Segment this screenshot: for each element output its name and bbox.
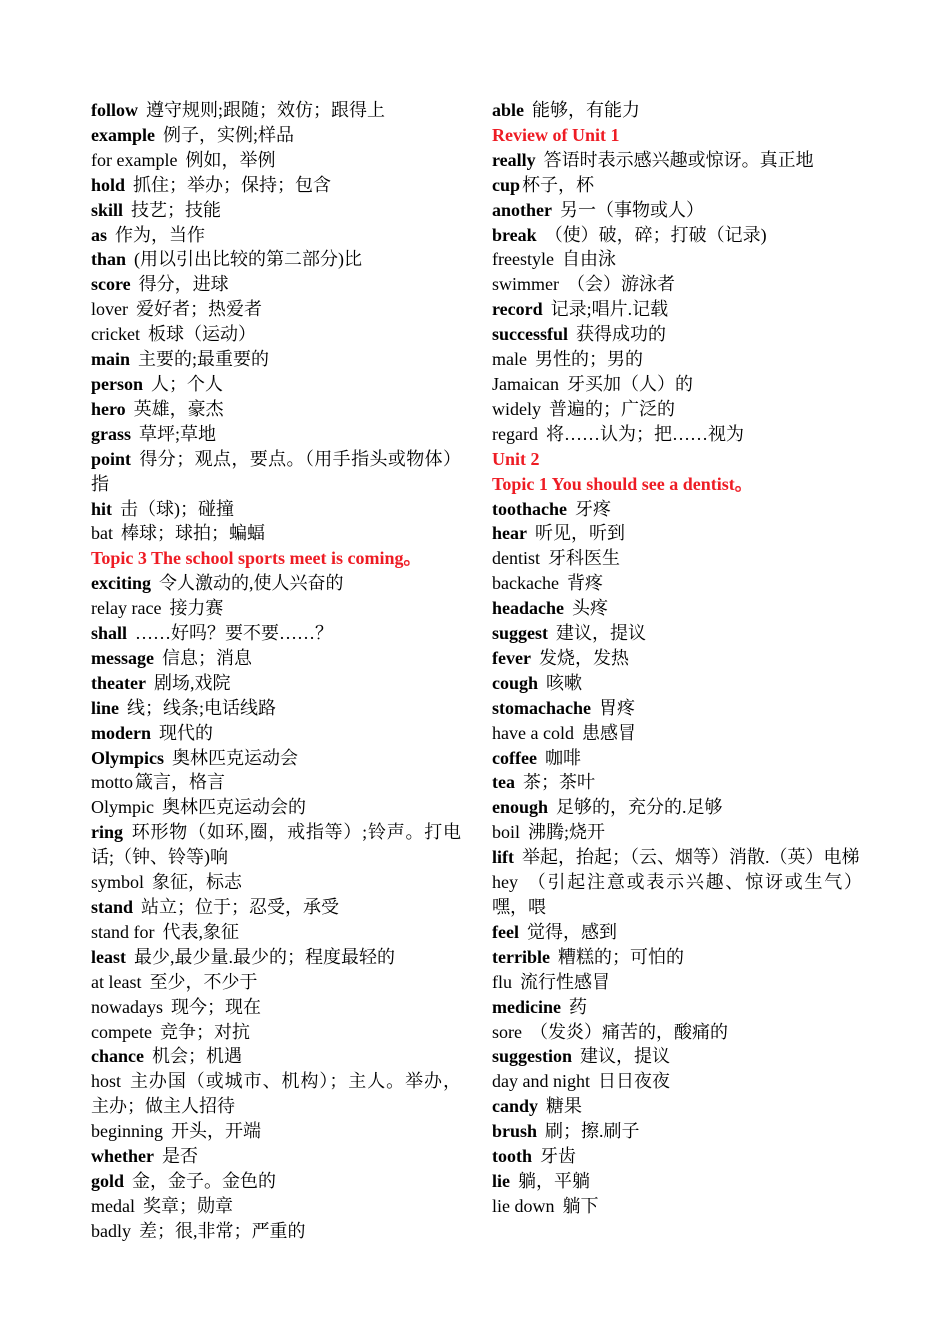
vocab-meaning: 箴言，格言 (135, 772, 226, 793)
vocab-word: symbol (91, 872, 145, 893)
vocab-meaning: 咖啡 (544, 747, 581, 768)
vocab-word: widely (492, 398, 541, 419)
vocab-entry (91, 970, 461, 995)
vocab-word: regard (492, 423, 538, 444)
vocab-word: motto (91, 772, 134, 793)
left-column (91, 98, 461, 1244)
vocab-meaning: （发炎）痛苦的，酸痛的 (530, 1021, 728, 1042)
vocab-meaning: 令人激动的,使人兴奋的 (159, 573, 344, 594)
vocab-entry (91, 1194, 461, 1219)
vocab-word: lift (492, 847, 514, 868)
vocab-meaning: 患感冒 (581, 722, 636, 743)
vocab-entry (91, 621, 461, 646)
vocab-word: record (492, 299, 543, 320)
vocab-word: enough (492, 797, 549, 818)
vocab-word: medal (91, 1195, 135, 1216)
vocab-word: really (492, 149, 536, 170)
vocab-word: skill (91, 199, 124, 220)
vocab-entry (492, 571, 862, 596)
vocab-entry (492, 1069, 862, 1094)
vocab-meaning: 人；个人 (151, 373, 224, 394)
vocab-word: relay race (91, 598, 162, 619)
vocab-entry (492, 347, 862, 372)
vocab-entry (91, 995, 461, 1020)
vocab-meaning: （会）游泳者 (567, 274, 675, 295)
vocab-word: hero (91, 398, 126, 419)
section-heading (492, 472, 862, 497)
vocab-word: point (91, 448, 132, 469)
vocab-meaning: 建议，提议 (556, 623, 647, 644)
vocab-meaning: 听见，听到 (535, 523, 625, 544)
vocab-word: lie (492, 1170, 510, 1191)
section-heading (492, 447, 862, 472)
vocab-word: chance (91, 1046, 144, 1067)
vocab-meaning: 接力赛 (169, 598, 224, 619)
vocab-meaning: 背疼 (566, 573, 603, 594)
vocab-meaning: 沸腾;烧开 (528, 822, 606, 843)
vocab-word: follow (91, 100, 138, 120)
vocab-word: as (91, 224, 108, 245)
vocab-word: message (91, 647, 154, 668)
vocab-meaning: 牙疼 (575, 498, 611, 519)
vocab-entry (492, 920, 862, 945)
vocab-meaning: 刷；擦.刷子 (545, 1121, 640, 1142)
vocab-entry (492, 297, 862, 322)
vocab-word: dentist (492, 548, 540, 569)
vocab-meaning: 普遍的；广泛的 (549, 398, 675, 419)
vocab-word: shall (91, 623, 128, 644)
vocab-entry (492, 397, 862, 422)
vocab-word: break (492, 224, 537, 245)
vocab-meaning: 竞争；对抗 (159, 1021, 250, 1042)
vocab-entry (492, 223, 862, 248)
vocab-entry (91, 746, 461, 771)
vocab-entry (492, 521, 862, 546)
vocab-word: hit (91, 498, 113, 519)
vocab-meaning: （引起注意或表示兴趣、惊讶或生气）嘿，喂 (492, 872, 862, 917)
vocab-meaning: 得分，进球 (138, 274, 229, 295)
vocab-meaning: 机会；机遇 (152, 1046, 242, 1067)
vocab-entry (91, 372, 461, 397)
vocab-entry (91, 721, 461, 746)
vocab-meaning: 抓住；举办；保持；包含 (133, 174, 332, 195)
vocab-word: person (91, 373, 144, 394)
vocab-word: medicine (492, 996, 561, 1017)
vocab-meaning: 男性的；男的 (534, 349, 643, 370)
vocab-meaning: 杯子，杯 (522, 174, 595, 195)
vocab-meaning: 现今；现在 (170, 996, 261, 1017)
vocab-entry (91, 148, 461, 173)
vocab-word: beginning (91, 1121, 163, 1142)
vocab-meaning: 答语时表示感兴趣或惊讶。真正地 (543, 149, 814, 170)
vocab-entry (91, 272, 461, 297)
vocab-entry (492, 746, 862, 771)
vocab-entry (492, 497, 862, 522)
vocab-entry (492, 870, 862, 920)
vocab-entry (91, 98, 461, 123)
vocab-word: hey (492, 872, 518, 893)
vocab-meaning: 流行性感冒 (520, 971, 610, 992)
vocab-word: compete (91, 1021, 152, 1042)
vocab-word: cricket (91, 324, 140, 345)
vocab-meaning: 觉得，感到 (526, 921, 617, 942)
vocab-meaning: 得分；观点，要点。（用手指头或物体）指 (91, 448, 461, 494)
vocab-word: coffee (492, 747, 537, 768)
vocab-meaning: 牙科医生 (548, 548, 620, 569)
vocab-meaning: 剧场,戏院 (153, 672, 231, 693)
vocab-entry (91, 1219, 461, 1244)
vocab-entry (91, 297, 461, 322)
vocab-entry (91, 895, 461, 920)
vocab-word: theater (91, 672, 146, 693)
vocab-entry (91, 123, 461, 148)
vocab-meaning: 发烧，发热 (538, 647, 629, 668)
vocab-entry (492, 596, 862, 621)
vocab-word: than (91, 249, 127, 270)
vocab-entry (492, 1020, 862, 1045)
vocab-word: score (91, 274, 131, 295)
vocab-meaning: 主办国（或城市、机构）；主人。举办，主办；做主人招待 (91, 1071, 461, 1117)
vocab-entry (91, 497, 461, 522)
vocab-entry (91, 1044, 461, 1069)
section-heading (91, 546, 461, 571)
vocab-entry (91, 870, 461, 895)
vocab-entry (492, 322, 862, 347)
vocab-entry (492, 148, 862, 173)
vocab-entry (91, 596, 461, 621)
section-heading-text: Topic 1 You should see a dentist。 (492, 473, 753, 494)
vocab-word: sore (492, 1021, 522, 1042)
vocab-entry (91, 646, 461, 671)
vocab-word: backache (492, 573, 559, 594)
vocab-word: able (492, 100, 525, 120)
vocab-entry (492, 422, 862, 447)
vocab-word: lover (91, 299, 128, 320)
vocab-entry (91, 920, 461, 945)
vocab-entry (492, 770, 862, 795)
vocab-entry (91, 173, 461, 198)
vocab-word: brush (492, 1121, 538, 1142)
vocab-meaning: 茶；茶叶 (522, 772, 595, 793)
vocab-word: main (91, 349, 131, 370)
vocab-entry (492, 1094, 862, 1119)
vocab-meaning: 将……认为；把……视为 (545, 423, 744, 444)
vocab-meaning: 是否 (161, 1146, 198, 1167)
vocab-entry (492, 721, 862, 746)
vocab-entry (492, 646, 862, 671)
section-heading-text: Unit 2 (492, 448, 540, 469)
vocab-word: Olympics (91, 747, 165, 768)
vocab-word: suggest (492, 623, 549, 644)
vocab-entry (492, 1144, 862, 1169)
vocab-meaning: 例如，举例 (185, 149, 276, 170)
section-heading-text: Topic 3 The school sports meet is coming。 (91, 548, 422, 569)
vocab-meaning: ……好吗？要不要……？ (135, 623, 334, 644)
vocab-meaning: 代表,象征 (162, 921, 239, 942)
vocab-meaning: 现代的 (159, 722, 213, 743)
vocab-meaning: 牙买加（人）的 (566, 373, 693, 394)
vocab-entry (492, 247, 862, 272)
vocab-word: feel (492, 921, 519, 942)
vocab-meaning: 最少,最少量.最少的；程度最轻的 (134, 946, 395, 967)
section-heading (492, 123, 862, 148)
vocab-meaning: 环形物（如环,圈，戒指等）;铃声。打电话;（钟、铃等)响 (91, 822, 461, 868)
vocab-meaning: 躺，平躺 (518, 1170, 590, 1191)
vocab-meaning: 日日夜夜 (597, 1071, 670, 1092)
vocab-entry (492, 173, 862, 198)
vocab-meaning: 足够的，充分的.足够 (556, 797, 723, 818)
vocab-entry (91, 1069, 461, 1119)
vocab-meaning: 牙齿 (540, 1146, 576, 1167)
vocab-word: Jamaican (492, 373, 559, 394)
vocab-word: stomachache (492, 697, 591, 718)
vocab-word: another (492, 199, 552, 220)
vocab-entry (492, 970, 862, 995)
vocab-entry (492, 272, 862, 297)
vocab-entry (492, 696, 862, 721)
vocab-entry (492, 845, 862, 870)
vocab-entry (492, 546, 862, 571)
vocab-word: boil (492, 822, 521, 843)
vocab-entry (492, 1169, 862, 1194)
vocab-word: bat (91, 523, 113, 544)
vocab-entry (91, 1119, 461, 1144)
vocab-meaning: 草坪;草地 (139, 423, 217, 444)
vocab-meaning: 信息；消息 (161, 647, 252, 668)
vocab-meaning: 药 (569, 996, 587, 1017)
vocab-meaning: 金，金子。金色的 (132, 1170, 277, 1191)
vocab-meaning: 胃疼 (598, 697, 635, 718)
vocab-entry (492, 98, 862, 123)
vocab-word: stand (91, 897, 134, 917)
vocab-word: lie down (492, 1195, 555, 1216)
vocab-meaning: 奖章；勋章 (142, 1195, 233, 1216)
vocab-word: grass (91, 423, 131, 444)
vocab-word: successful (492, 324, 568, 345)
vocab-meaning: 咳嗽 (546, 672, 583, 693)
vocab-word: tea (492, 772, 515, 793)
vocab-word: gold (91, 1170, 125, 1191)
vocab-meaning: 躺下 (562, 1195, 599, 1216)
vocab-entry (492, 621, 862, 646)
vocab-word: freestyle (492, 249, 554, 270)
vocab-word: flu (492, 971, 512, 992)
vocab-meaning: 象征，标志 (152, 872, 243, 893)
vocab-entry (91, 571, 461, 596)
vocab-entry (91, 447, 461, 497)
vocab-word: at least (91, 971, 142, 992)
vocab-word: whether (91, 1146, 154, 1167)
vocab-entry (492, 1044, 862, 1069)
vocab-word: host (91, 1071, 122, 1092)
vocab-meaning: 建议，提议 (580, 1046, 671, 1067)
vocab-word: least (91, 946, 126, 967)
vocab-entry (492, 945, 862, 970)
vocab-entry (91, 1169, 461, 1194)
vocab-meaning: 英雄，豪杰 (133, 398, 224, 419)
vocab-meaning: 记录;唱片.记载 (550, 299, 669, 320)
vocab-entry (492, 198, 862, 223)
vocab-word: for example (91, 149, 178, 170)
vocab-word: toothache (492, 498, 567, 519)
vocab-meaning: 开头，开端 (171, 1121, 261, 1142)
vocab-word: stand for (91, 921, 155, 942)
vocab-meaning: 主要的;最重要的 (138, 349, 270, 370)
vocab-meaning: 奥林匹克运动会的 (162, 797, 306, 818)
vocab-word: modern (91, 722, 151, 743)
vocab-word: day and night (492, 1071, 590, 1092)
vocab-entry (492, 1194, 862, 1219)
vocab-entry (91, 223, 461, 248)
vocab-meaning: 棒球；球拍；蝙蝠 (121, 523, 265, 544)
vocab-word: ring (91, 822, 124, 843)
right-column (492, 98, 862, 1219)
vocab-entry (91, 945, 461, 970)
vocab-word: hold (91, 174, 126, 195)
vocab-word: terrible (492, 946, 550, 967)
vocab-word: swimmer (492, 274, 559, 295)
vocab-word: hear (492, 523, 527, 544)
vocab-word: fever (492, 647, 531, 668)
vocab-word: badly (91, 1220, 131, 1241)
vocab-entry (91, 521, 461, 546)
vocab-meaning: 举起，抬起；（云、烟等）消散.（英）电梯 (522, 847, 860, 868)
vocab-meaning: （使）破，碎；打破（记录) (544, 224, 767, 245)
vocab-entry (91, 671, 461, 696)
vocab-meaning: 糖果 (546, 1096, 583, 1117)
vocab-entry (91, 247, 461, 272)
vocab-meaning: 差；很,非常；严重的 (139, 1220, 306, 1241)
vocab-entry (492, 995, 862, 1020)
vocab-meaning: 自由泳 (561, 249, 616, 270)
vocab-word: headache (492, 598, 564, 619)
vocab-entry (91, 422, 461, 447)
vocab-word: example (91, 124, 155, 145)
vocab-meaning: 糟糕的；可怕的 (557, 946, 684, 967)
vocab-word: line (91, 697, 120, 718)
vocab-meaning: 遵守规则;跟随；效仿；跟得上 (146, 100, 385, 120)
vocab-meaning: 技艺；技能 (131, 199, 222, 220)
vocab-entry (492, 1119, 862, 1144)
vocab-meaning: (用以引出比较的第二部分)比 (134, 249, 363, 270)
vocab-entry (91, 397, 461, 422)
vocab-meaning: 能够，有能力 (532, 100, 641, 120)
vocab-entry (91, 1020, 461, 1045)
vocab-entry (91, 770, 461, 795)
vocab-meaning: 作为，当作 (115, 224, 206, 245)
vocab-word: cough (492, 672, 539, 693)
vocab-meaning: 另一（事物或人） (560, 199, 704, 220)
vocab-word: suggestion (492, 1046, 573, 1067)
vocab-word: tooth (492, 1146, 532, 1167)
section-heading-text: Review of Unit 1 (492, 124, 620, 145)
vocab-meaning: 获得成功的 (576, 324, 666, 345)
vocab-meaning: 例子，实例;样品 (162, 124, 294, 145)
vocab-meaning: 站立；位于；忍受，承受 (141, 897, 340, 917)
vocab-word: male (492, 349, 527, 370)
vocab-entry (492, 671, 862, 696)
vocab-entry (91, 1144, 461, 1169)
vocab-entry (91, 696, 461, 721)
vocab-meaning: 头疼 (572, 598, 608, 619)
vocab-meaning: 爱好者；热爱者 (135, 299, 262, 320)
vocab-entry (91, 347, 461, 372)
vocab-entry (91, 795, 461, 820)
vocab-entry (492, 795, 862, 820)
vocab-entry (492, 372, 862, 397)
vocab-word: candy (492, 1096, 539, 1117)
vocab-meaning: 线；线条;电话线路 (127, 697, 277, 718)
vocab-word: nowadays (91, 996, 163, 1017)
vocab-word: cup (492, 174, 521, 195)
vocab-entry (91, 820, 461, 870)
vocab-word: exciting (91, 573, 151, 594)
vocab-meaning: 奥林匹克运动会 (172, 747, 299, 768)
vocab-meaning: 击（球)；碰撞 (120, 498, 235, 519)
vocab-meaning: 板球（运动） (147, 324, 256, 345)
vocab-word: have a cold (492, 722, 574, 743)
vocab-entry (492, 820, 862, 845)
vocab-meaning: 至少，不少于 (149, 971, 258, 992)
vocab-word: Olympic (91, 797, 154, 818)
vocab-entry (91, 198, 461, 223)
vocab-entry (91, 322, 461, 347)
